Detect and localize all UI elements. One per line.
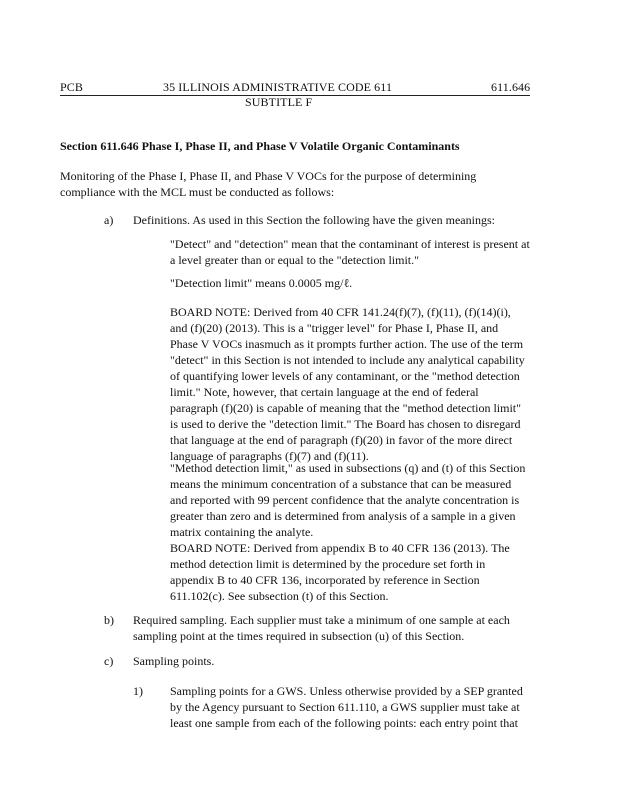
text-line: "Detection limit" means 0.0005 mg/ℓ. xyxy=(170,276,353,290)
subsection-c-label: c) xyxy=(104,654,114,668)
text-line: "detect" in this Section is not intended to include any analytical capability xyxy=(170,353,525,367)
text-line: method detection limit is determined by the procedure set forth in xyxy=(170,557,486,571)
text-line: means the minimum concentration of a substance that can be measured xyxy=(170,477,512,491)
header-left: PCB xyxy=(60,80,83,94)
text-line: Monitoring of the Phase I, Phase II, and Phase V VOCs for the purpose of determining xyxy=(60,169,477,183)
text-line: Definitions. As used in this Section the following have the given meanings: xyxy=(133,213,495,227)
text-line: 611.102(c). See subsection (t) of this Section. xyxy=(170,589,389,603)
text-line: BOARD NOTE: Derived from appendix B to 40 CFR 136 (2013). The xyxy=(170,541,510,555)
subsection-c1-label: 1) xyxy=(133,684,143,698)
text-line: limit." Note, however, that certain language at the end of federal xyxy=(170,385,479,399)
definition-detection-limit xyxy=(170,275,352,291)
text-line: paragraph (f)(20) is capable of meaning that the "method detection limit" xyxy=(170,401,522,415)
text-line: "Detect" and "detection" mean that the contaminant of interest is present at xyxy=(170,237,530,251)
text-line: of quantifying lower levels of any contaminant, or the "method detection xyxy=(170,369,520,383)
text-line: least one sample from each of the following points: each entry point that xyxy=(170,716,518,730)
text-line: matrix containing the analyte. xyxy=(170,525,314,539)
text-line: compliance with the MCL must be conducted as follows: xyxy=(60,185,335,199)
text-line: and reported with 99 percent confidence that the analyte concentration is xyxy=(170,493,520,507)
subsection-c1-text xyxy=(170,683,523,731)
subsection-b-label: b) xyxy=(104,613,114,627)
text-line: that language at the end of paragraph (f)(20) in favor of the more direct xyxy=(170,433,513,447)
text-line: Required sampling. Each supplier must take a minimum of one sample at each xyxy=(133,613,510,627)
text-line: Phase V VOCs inasmuch as it prompts further action. The use of the term xyxy=(170,337,524,351)
subsection-a-text xyxy=(133,212,495,228)
subsection-c-text xyxy=(133,653,214,669)
header-title: 35 ILLINOIS ADMINISTRATIVE CODE 611 xyxy=(163,80,393,94)
board-note-1 xyxy=(170,304,525,464)
text-line: greater than zero and is determined from analysis of a sample in a given xyxy=(170,509,516,523)
subsection-a-label: a) xyxy=(104,213,114,227)
definition-detect xyxy=(170,236,530,268)
text-line: BOARD NOTE: Derived from 40 CFR 141.24(f)(7), (f)(11), (f)(14)(i), xyxy=(170,305,511,319)
text-line: is used to derive the "detection limit." The Board has chosen to disregard xyxy=(170,417,521,431)
text-line: Sampling points. xyxy=(133,654,215,668)
header-subtitle: SUBTITLE F xyxy=(245,95,313,109)
definition-method-detection-limit xyxy=(170,460,525,540)
text-line: sampling point at the times required in subsection (u) of this Section. xyxy=(133,629,465,643)
text-line: a level greater than or equal to the "detection limit." xyxy=(170,253,420,267)
text-line: "Method detection limit," as used in subsections (q) and (t) of this Section xyxy=(170,461,526,475)
header-section-number: 611.646 xyxy=(491,80,531,94)
section-title: Section 611.646 Phase I, Phase II, and Phase V Volatile Organic Contaminants xyxy=(60,139,460,153)
intro-paragraph xyxy=(60,168,476,200)
text-line: and (f)(20) (2013). This is a "trigger level" for Phase I, Phase II, and xyxy=(170,321,499,335)
subsection-b-text xyxy=(133,612,510,644)
text-line: language of paragraphs (f)(7) and (f)(11). xyxy=(170,449,369,463)
text-line: appendix B to 40 CFR 136, incorporated by reference in Section xyxy=(170,573,480,587)
text-line: by the Agency pursuant to Section 611.110, a GWS supplier must take at xyxy=(170,700,520,714)
text-line: Sampling points for a GWS. Unless otherwise provided by a SEP granted xyxy=(170,684,523,698)
board-note-2 xyxy=(170,540,510,604)
